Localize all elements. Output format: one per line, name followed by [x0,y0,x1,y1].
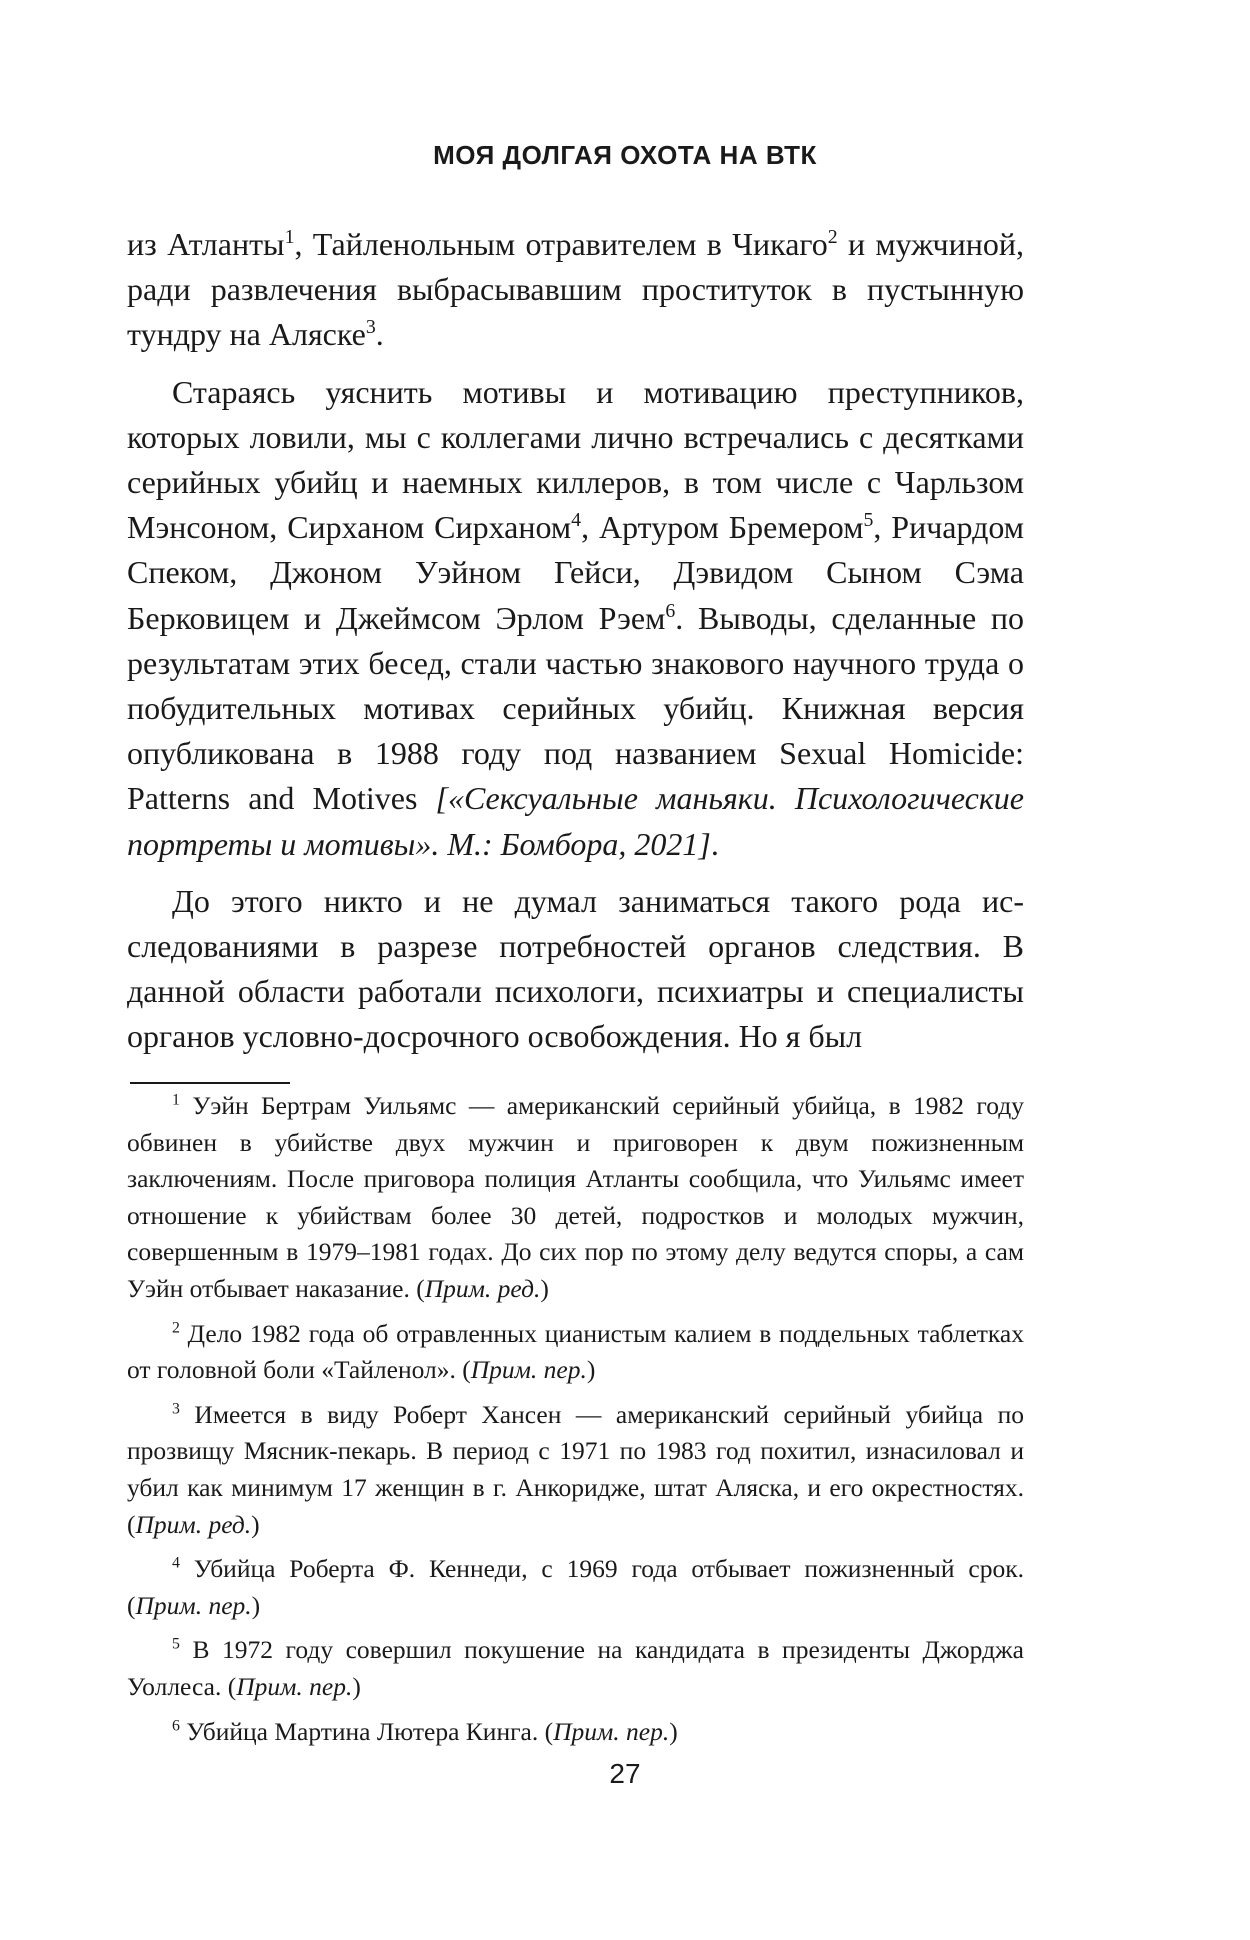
footnote-5: $^5$ В 1972 году совершил покушение на кандидата в президенты Джорджа Уоллеса. (Прим. пер.) [127,1635,1024,1701]
footnote-divider [130,1082,290,1084]
footnote-ref-1: 1 [284,226,295,249]
footnote-3: $^3$ Имеется в виду Роберт Хансен — американский серийный убийца по прозвищу Мясник-пекарь. В период с 1971 по 1983 год похитил, изнасиловал и убил как минимум 17 женщин в г. Анкоридже, штат Аляска, и его окрестностях. (Прим. ред.) [127,1399,1024,1539]
running-header: МОЯ ДОЛГАЯ ОХОТА НА ВТК [433,140,817,170]
paragraph-1: из Атланты$^1$, Тайленольным отравителем в Чикаго$^2$ и мужчиной, ради развлечения выбрасывавшим проституток в пустынную тундру на Аляске$^3$. [127,226,1025,353]
page-number: 27 [609,1758,641,1789]
footnote-4: $^4$ Убийца Роберта Ф. Кеннеди, с 1969 года отбывает пожизненный срок. (Прим. пер.) [127,1554,1024,1620]
footnote-ref-3: 3 [365,316,376,339]
footnote-ref-6: 6 [665,599,676,622]
footnote-ref-5: 5 [863,509,874,532]
footnote-2: $^2$ Дело 1982 года об отравленных цианистым калием в поддельных таблетках от головной боли «Тайленол». (Прим. пер.) [127,1318,1024,1385]
book-translation-italic: [«Сексуальные маньяки. Психологические портреты и мотивы». М.: Бомбора, 2021] [127,780,1025,862]
footnote-ref-4: 4 [571,509,582,532]
footnotes [127,1088,1024,1758]
main-text [127,222,1024,1060]
footnote-1: $^1$ Уэйн Бертрам Уильямс — американский серийный убийца, в 1982 году обвинен в убийстве двух мужчин и приговорен к двум пожизненным заключениям. После приговора полиция Атланты сообщила, что Уильямс имеет отношение к убийствам более 30 детей, подростков и молодых мужчин, совершенным в 1979–1981 годах. До сих пор по этому делу ведутся споры, а сам Уэйн отбывает наказание. (Прим. ред.) [127,1091,1024,1303]
paragraph-3: До этого никто и не думал заниматься такого рода исследованиями в разрезе потребностей органов следствия. В данной области работали психологи, психиатры и специалисты органов условно-досрочного освобождения. Но я был [127,882,1024,1055]
footnote-ref-2: 2 [827,226,838,249]
footnote-6: $^6$ Убийца Мартина Лютера Кинга. (Прим. пер.) [172,1716,678,1746]
paragraph-2: Стараясь уяснить мотивы и мотивацию преступников, которых ловили, мы с коллегами лично встречались с десятками серийных убийц и наемных киллеров, в том числе с Чарльзом Мэнсоном, Сирханом Сирханом$^4$, Артуром Бремером$^5$, Ричардом Спеком, Джоном Уэйном Гейси, Дэвидом Сыном Сэма Берковицем и Джеймсом Эрлом Рэем$^6$. Выводы, сделанные по результатам этих бесед, стали частью знакового научного труда о побудительных мотивах серийных убийц. Книжная версия опубликована в 1988 году под названием Sexual Homicide: Patterns and Motives [«Сексуальные маньяки. Психологические портреты и мотивы». М.: Бомбора, 2021]. [127,373,1025,862]
